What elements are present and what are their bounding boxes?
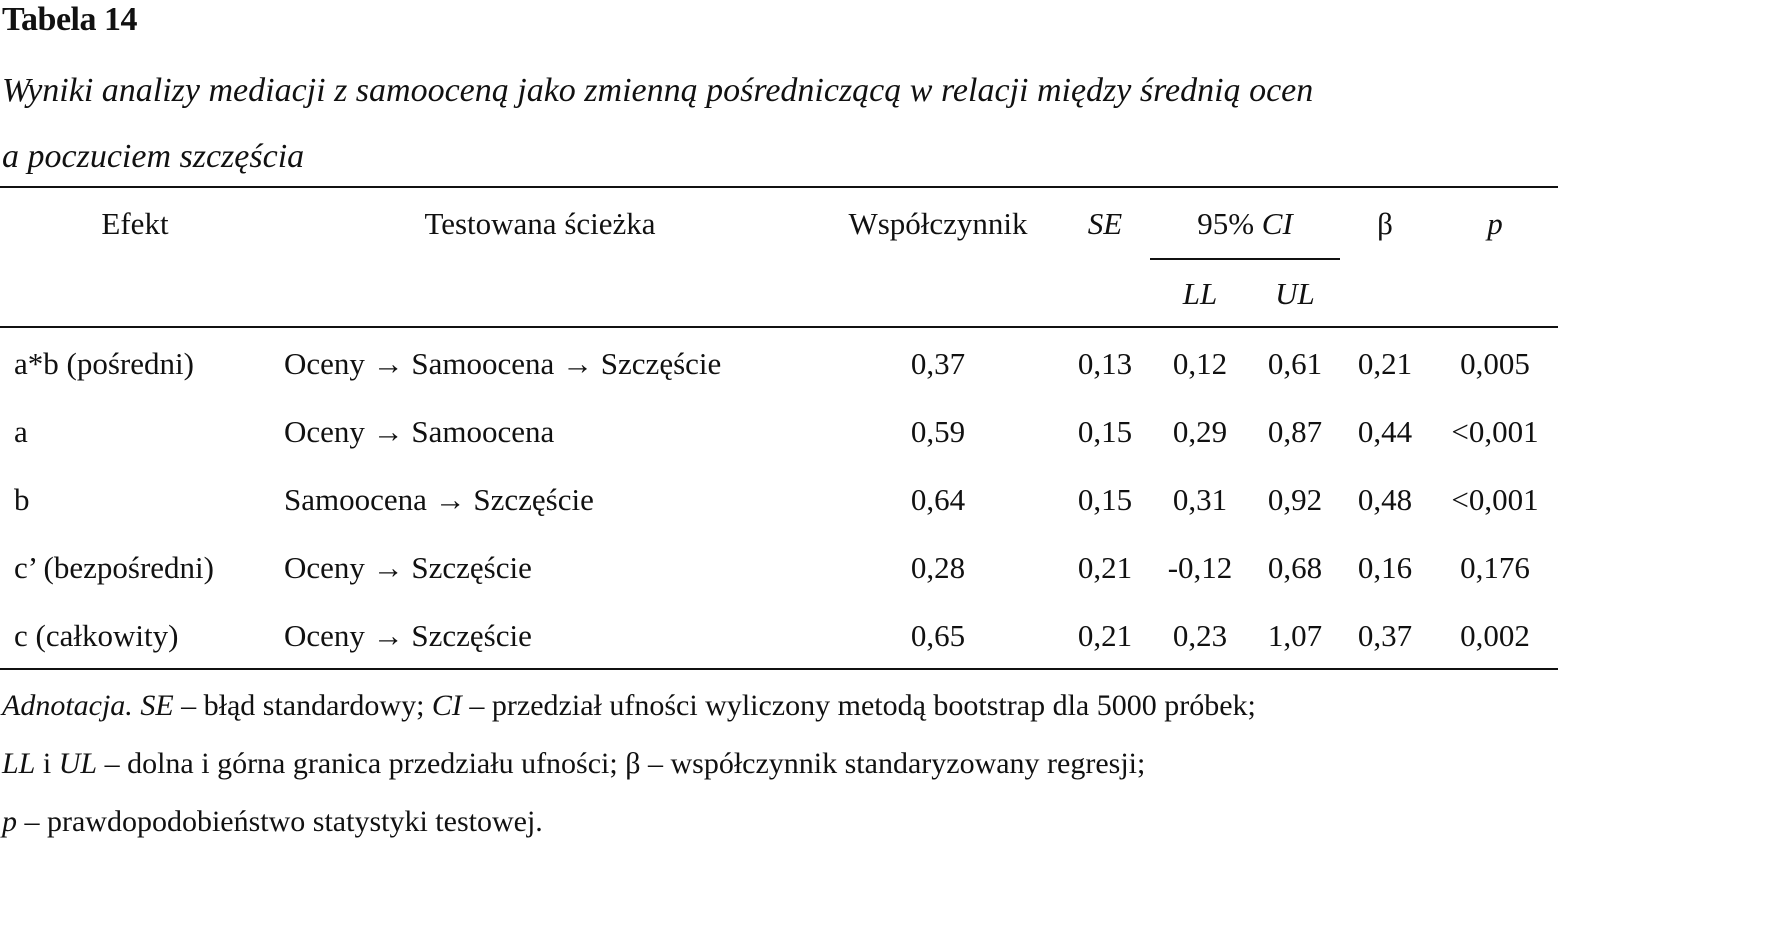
header-wspolczynnik: Współczynnik [848, 206, 1028, 241]
note-bounds-text: – dolna i górna granica przedziału ufności; β – współczynnik standaryzowany regresji; [97, 747, 1146, 780]
note-ll-abbr: LL [2, 747, 36, 780]
header-efekt: Efekt [101, 206, 169, 241]
cell-ll: 0,29 [1172, 414, 1228, 449]
note-label: Adnotacja. [2, 689, 133, 722]
header-ci [1150, 204, 1340, 244]
cell-se: 0,13 [1077, 346, 1133, 381]
note-line-1 [2, 686, 1572, 726]
cell-wspolczynnik: 0,65 [910, 618, 966, 653]
cell-se: 0,21 [1077, 550, 1133, 585]
header-rule [0, 326, 1558, 328]
header-se: SE [1087, 206, 1123, 241]
note-and: i [35, 747, 59, 780]
cell-ul: 0,87 [1267, 414, 1323, 449]
note-se-abbr: SE [140, 689, 174, 722]
note-se-text: – błąd standardowy; [173, 689, 432, 722]
header-ci-prefix: 95% [1197, 206, 1262, 241]
bottom-rule [0, 668, 1558, 670]
cell-p: 0,005 [1460, 346, 1530, 381]
header-beta: β [1377, 206, 1393, 241]
cell-ll: 0,12 [1172, 346, 1228, 381]
header-ul: UL [1275, 276, 1315, 311]
caption-line-1: Wyniki analizy mediacji z samooceną jako zmienną pośredniczącą w relacji między średnią ocen [2, 72, 1314, 109]
cell-ul: 0,68 [1267, 550, 1323, 585]
note-ci-abbr: CI [431, 689, 462, 722]
cell-p: 0,002 [1460, 618, 1530, 653]
cell-se: 0,21 [1077, 618, 1133, 653]
note-line-2 [2, 744, 1572, 784]
cell-beta: 0,48 [1357, 482, 1413, 517]
note-p-text: – prawdopodobieństwo statystyki testowej. [17, 805, 543, 838]
cell-sciezka: Samoocena → Szczęście [284, 482, 594, 517]
cell-efekt: b [14, 482, 30, 517]
note-ci-text: – przedział ufności wyliczony metodą bootstrap dla 5000 próbek; [461, 689, 1256, 722]
cell-beta: 0,37 [1357, 618, 1413, 653]
cell-ll: -0,12 [1167, 550, 1233, 585]
cell-efekt: c (całkowity) [14, 618, 179, 653]
table-caption [2, 58, 1562, 190]
cell-sciezka: Oceny → Szczęście [284, 618, 532, 653]
cell-efekt: a [14, 414, 28, 449]
note-ul-abbr: UL [58, 747, 98, 780]
cell-ll: 0,23 [1172, 618, 1228, 653]
cell-se: 0,15 [1077, 414, 1133, 449]
cell-ll: 0,31 [1172, 482, 1228, 517]
header-p: p [1487, 206, 1503, 241]
cell-sciezka: Oceny → Szczęście [284, 550, 532, 585]
cell-wspolczynnik: 0,64 [910, 482, 966, 517]
cell-beta: 0,44 [1357, 414, 1413, 449]
cell-p: 0,176 [1460, 550, 1530, 585]
cell-p: <0,001 [1451, 482, 1539, 517]
cell-ul: 0,92 [1267, 482, 1323, 517]
table-number: Tabela 14 [2, 1, 138, 38]
cell-efekt: c’ (bezpośredni) [14, 550, 214, 585]
caption-line-2: a poczuciem szczęścia [2, 138, 305, 175]
cell-ul: 1,07 [1267, 618, 1323, 653]
cell-se: 0,15 [1077, 482, 1133, 517]
note-line-3 [2, 802, 1572, 842]
cell-ul: 0,61 [1267, 346, 1323, 381]
cell-p: <0,001 [1451, 414, 1539, 449]
header-sciezka: Testowana ścieżka [424, 206, 656, 241]
cell-sciezka: Oceny → Samoocena [284, 414, 555, 449]
note-p-abbr: p [2, 805, 17, 838]
cell-sciezka: Oceny → Samoocena → Szczęście [284, 346, 722, 381]
cell-efekt: a*b (pośredni) [14, 346, 194, 381]
cell-wspolczynnik: 0,37 [910, 346, 966, 381]
cell-beta: 0,21 [1357, 346, 1413, 381]
cell-wspolczynnik: 0,28 [910, 550, 966, 585]
header-ll: LL [1182, 276, 1218, 311]
header-ci-label: CI [1261, 206, 1293, 241]
top-rule [0, 186, 1558, 188]
ci-rule [1150, 258, 1340, 260]
cell-wspolczynnik: 0,59 [910, 414, 966, 449]
cell-beta: 0,16 [1357, 550, 1413, 585]
